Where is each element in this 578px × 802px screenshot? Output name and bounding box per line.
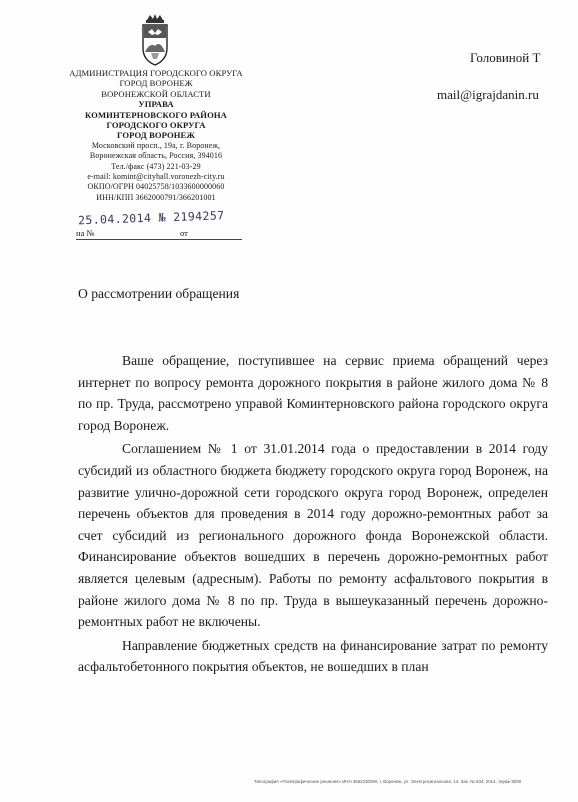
address-line: e-mail: komint@cityhall.voronezh-city.ru xyxy=(87,172,225,182)
ref-no-label: на № xyxy=(76,228,95,238)
header-bold-line: ГОРОД ВОРОНЕЖ xyxy=(117,130,195,141)
header-line: ВОРОНЕЖСКОЙ ОБЛАСТИ xyxy=(101,88,211,99)
address-line: ОКПО/ОГРН 04025758/1033600000060 xyxy=(87,182,225,192)
recipient-email: mail@igrajdanin.ru xyxy=(437,87,539,102)
body-paragraph: Соглашением № 1 от 31.01.2014 года о предоставлении в 2014 году субсидий из областного бюджета бюджету городского округа город Воронеж, на развитие улично-дорожной сети городского округа город Воронеж, определен перечень объектов для проведения в 2014 году дорожно-ремонтных работ за счет субсидий из регионального дорожного фонда Воронежской области. Финансирование объектов вошедших в перечень дорожно-ремонтных работ является целевым (адресным). Работы по ремонту асфальтового покрытия в районе жилого дома № 8 по пр. Труда в вышеуказанный перечень дорожно-ремонтных работ не включены. xyxy=(78,441,548,630)
printing-house-footer: Типография «Полиграфические решения» ИНН 3662230090, г. Воронеж, ул. Электросигнальная, 14. Зак. № 634, 2014, тираж 5000 xyxy=(254,779,522,784)
address-line: ИНН/КПП 3662000791/366201001 xyxy=(96,192,216,202)
reference-line xyxy=(76,228,242,240)
header-bold-line: ГОРОДСКОГО ОКРУГА xyxy=(106,120,206,131)
address-line: Московский просп., 19а, г. Воронеж, xyxy=(91,140,221,150)
header-bold-line: УПРАВА xyxy=(138,99,174,110)
address-line: Воронежская область, Россия, 394016 xyxy=(89,151,223,161)
header-line: ГОРОД ВОРОНЕЖ xyxy=(119,78,193,89)
body-paragraph: Направление бюджетных средств на финансирование затрат по ремонту асфальтобетонного покрытия объектов, не вошедших в план xyxy=(78,637,548,675)
ref-from-label: от xyxy=(180,228,188,238)
header-bold-line: КОМИНТЕРНОВСКОГО РАЙОНА xyxy=(85,109,227,120)
recipient-name: Головиной Т xyxy=(470,50,541,65)
address-line: Тел./факс (473) 221-03-29 xyxy=(111,161,201,171)
body-paragraph: Ваше обращение, поступившее на сервис приема обращений через интернет по вопросу ремонта дорожного покрытия в районе жилого дома № 8 по пр. Труда, рассмотрено управой Коминтерновского района городского округа город Воронеж. xyxy=(78,353,548,433)
outgoing-reference-number: 25.04.2014 № 2194257 xyxy=(77,208,225,228)
letter-subject: О рассмотрении обращения xyxy=(78,286,240,301)
letter-body xyxy=(78,350,548,680)
header-line: АДМИНИСТРАЦИЯ ГОРОДСКОГО ОКРУГА xyxy=(69,68,243,78)
coat-of-arms-icon xyxy=(138,12,172,68)
sender-header xyxy=(40,68,272,203)
